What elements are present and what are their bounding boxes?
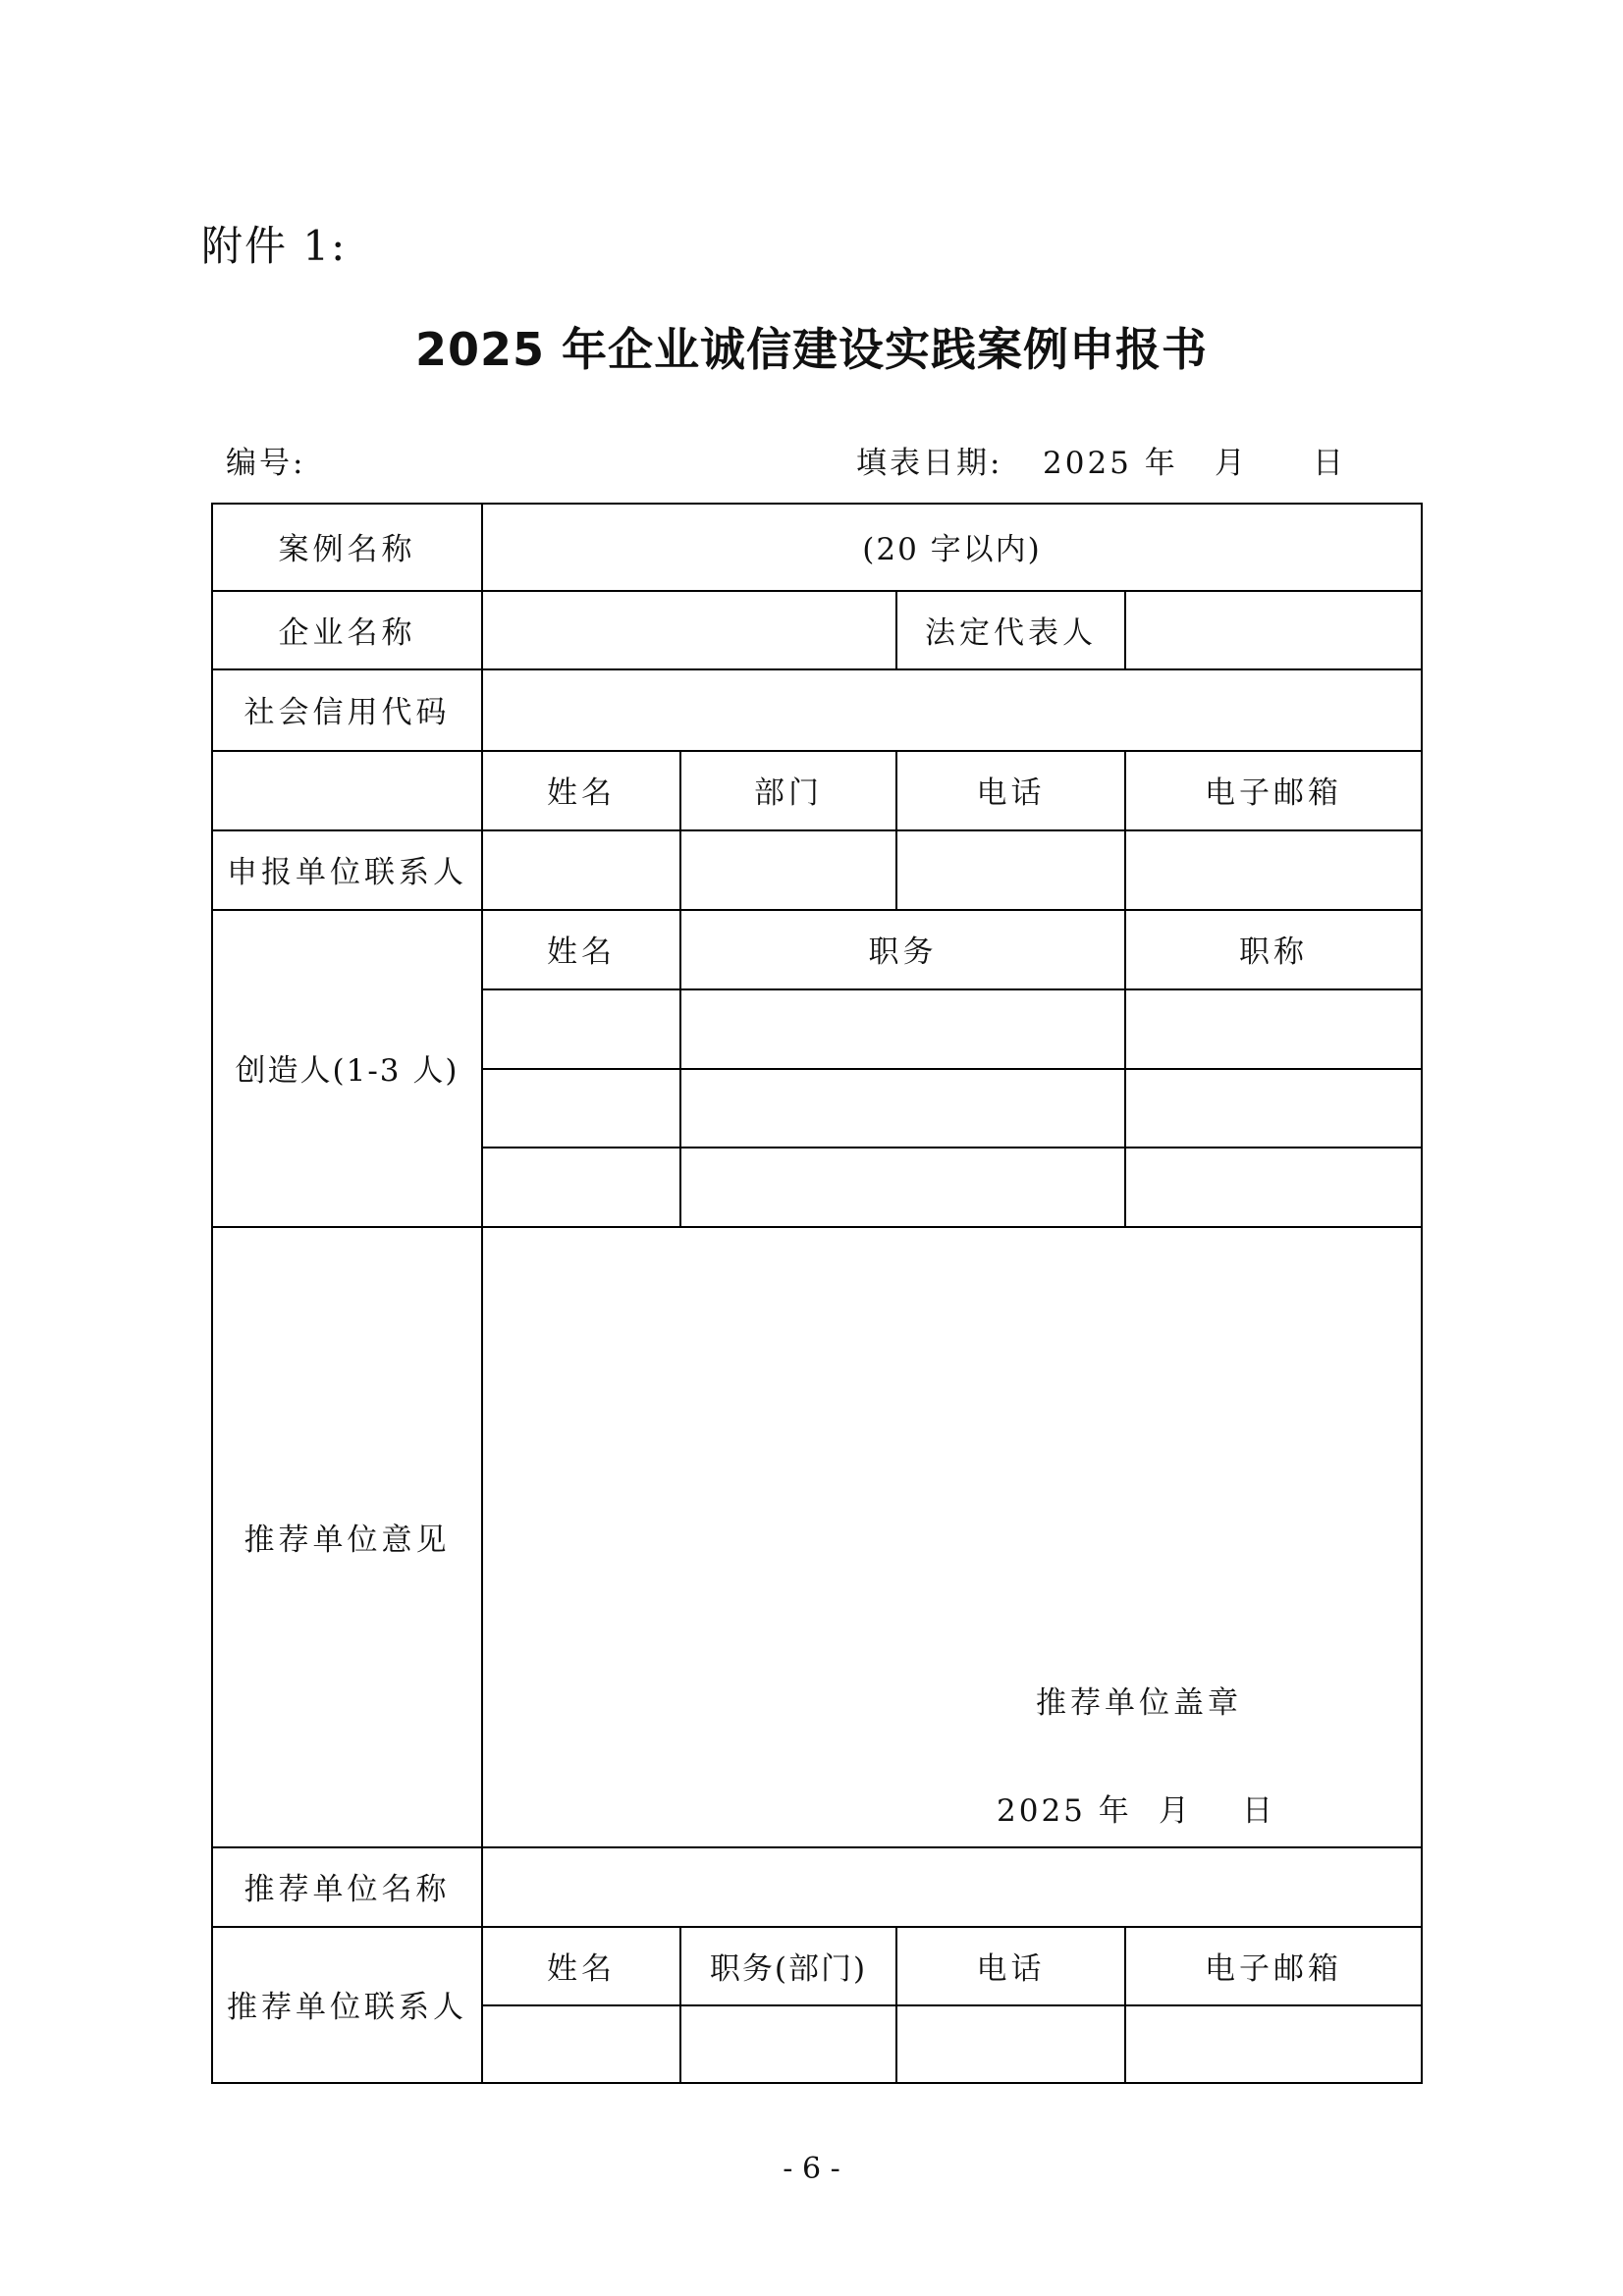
recommender-opinion-field[interactable] [483, 1228, 1421, 1846]
creator-column-header-title: 职称 [1239, 934, 1308, 970]
document-title: 2025 年企业诚信建设实践案例申报书 [414, 323, 1209, 376]
recommender-opinion-label: 推荐单位意见 [243, 1522, 451, 1558]
table-border-bottom [211, 2082, 1423, 2084]
column-header-email: 电子邮箱 [1205, 775, 1342, 811]
credit-code-field[interactable] [483, 668, 1421, 750]
recommender-name-field[interactable] [483, 1846, 1421, 1926]
column-header-phone: 电话 [976, 775, 1046, 811]
recommender-contact-email-field[interactable] [1126, 2006, 1421, 2082]
applicant-contact-name-field[interactable] [483, 829, 679, 909]
recommender-seal-label: 推荐单位盖章 [1036, 1685, 1242, 1721]
recommender-column-header-email: 电子邮箱 [1205, 1950, 1342, 1987]
creator-row-3[interactable] [483, 1148, 1421, 1226]
recommender-column-header-name: 姓名 [547, 1950, 616, 1987]
legal-rep-label: 法定代表人 [925, 614, 1097, 651]
creator-column-header-name: 姓名 [547, 934, 616, 970]
company-name-field[interactable] [483, 590, 895, 668]
applicant-contact-phone-field[interactable] [897, 829, 1124, 909]
recommender-contact-name-field[interactable] [483, 2006, 679, 2082]
creator-row-1[interactable] [483, 990, 1421, 1068]
recommender-name-label: 推荐单位名称 [243, 1872, 451, 1907]
recommender-contact-position-field[interactable] [681, 2006, 895, 2082]
creator-column-header-position: 职务 [868, 934, 938, 970]
fill-date-month: 月 [1215, 446, 1248, 481]
fill-date-label: 填表日期: [856, 446, 1003, 481]
applicant-contact-department-field[interactable] [681, 829, 895, 909]
page-number: - 6 - [783, 2152, 840, 2186]
recommender-contact-phone-field[interactable] [897, 2006, 1124, 2082]
opinion-date-day: 日 [1242, 1793, 1272, 1829]
applicant-contact-label: 申报单位联系人 [227, 855, 467, 890]
application-form-table [211, 503, 1423, 2083]
opinion-date-month: 月 [1159, 1793, 1189, 1829]
case-name-label: 案例名称 [278, 532, 416, 567]
applicant-contact-email-field[interactable] [1126, 829, 1421, 909]
table-border-right [1421, 503, 1423, 2084]
legal-rep-field[interactable] [1126, 590, 1421, 668]
opinion-date-year: 2025 年 [997, 1793, 1132, 1829]
credit-code-label: 社会信用代码 [243, 695, 451, 730]
recommender-column-header-position: 职务(部门) [709, 1950, 868, 1987]
column-header-department: 部门 [754, 775, 823, 811]
recommender-column-header-phone: 电话 [976, 1950, 1046, 1987]
recommender-contact-label: 推荐单位联系人 [227, 1990, 467, 2025]
creators-label: 创造人(1-3 人) [235, 1053, 460, 1089]
creator-row-2[interactable] [483, 1070, 1421, 1147]
fill-date-day: 日 [1313, 446, 1346, 481]
company-name-label: 企业名称 [278, 614, 416, 651]
attachment-label: 附件 1: [201, 222, 348, 270]
fill-date-year: 2025 年 [1043, 446, 1178, 481]
column-header-name: 姓名 [547, 775, 616, 811]
case-name-field-hint[interactable]: (20 字以内) [862, 532, 1042, 567]
serial-number-label: 编号: [226, 446, 306, 481]
